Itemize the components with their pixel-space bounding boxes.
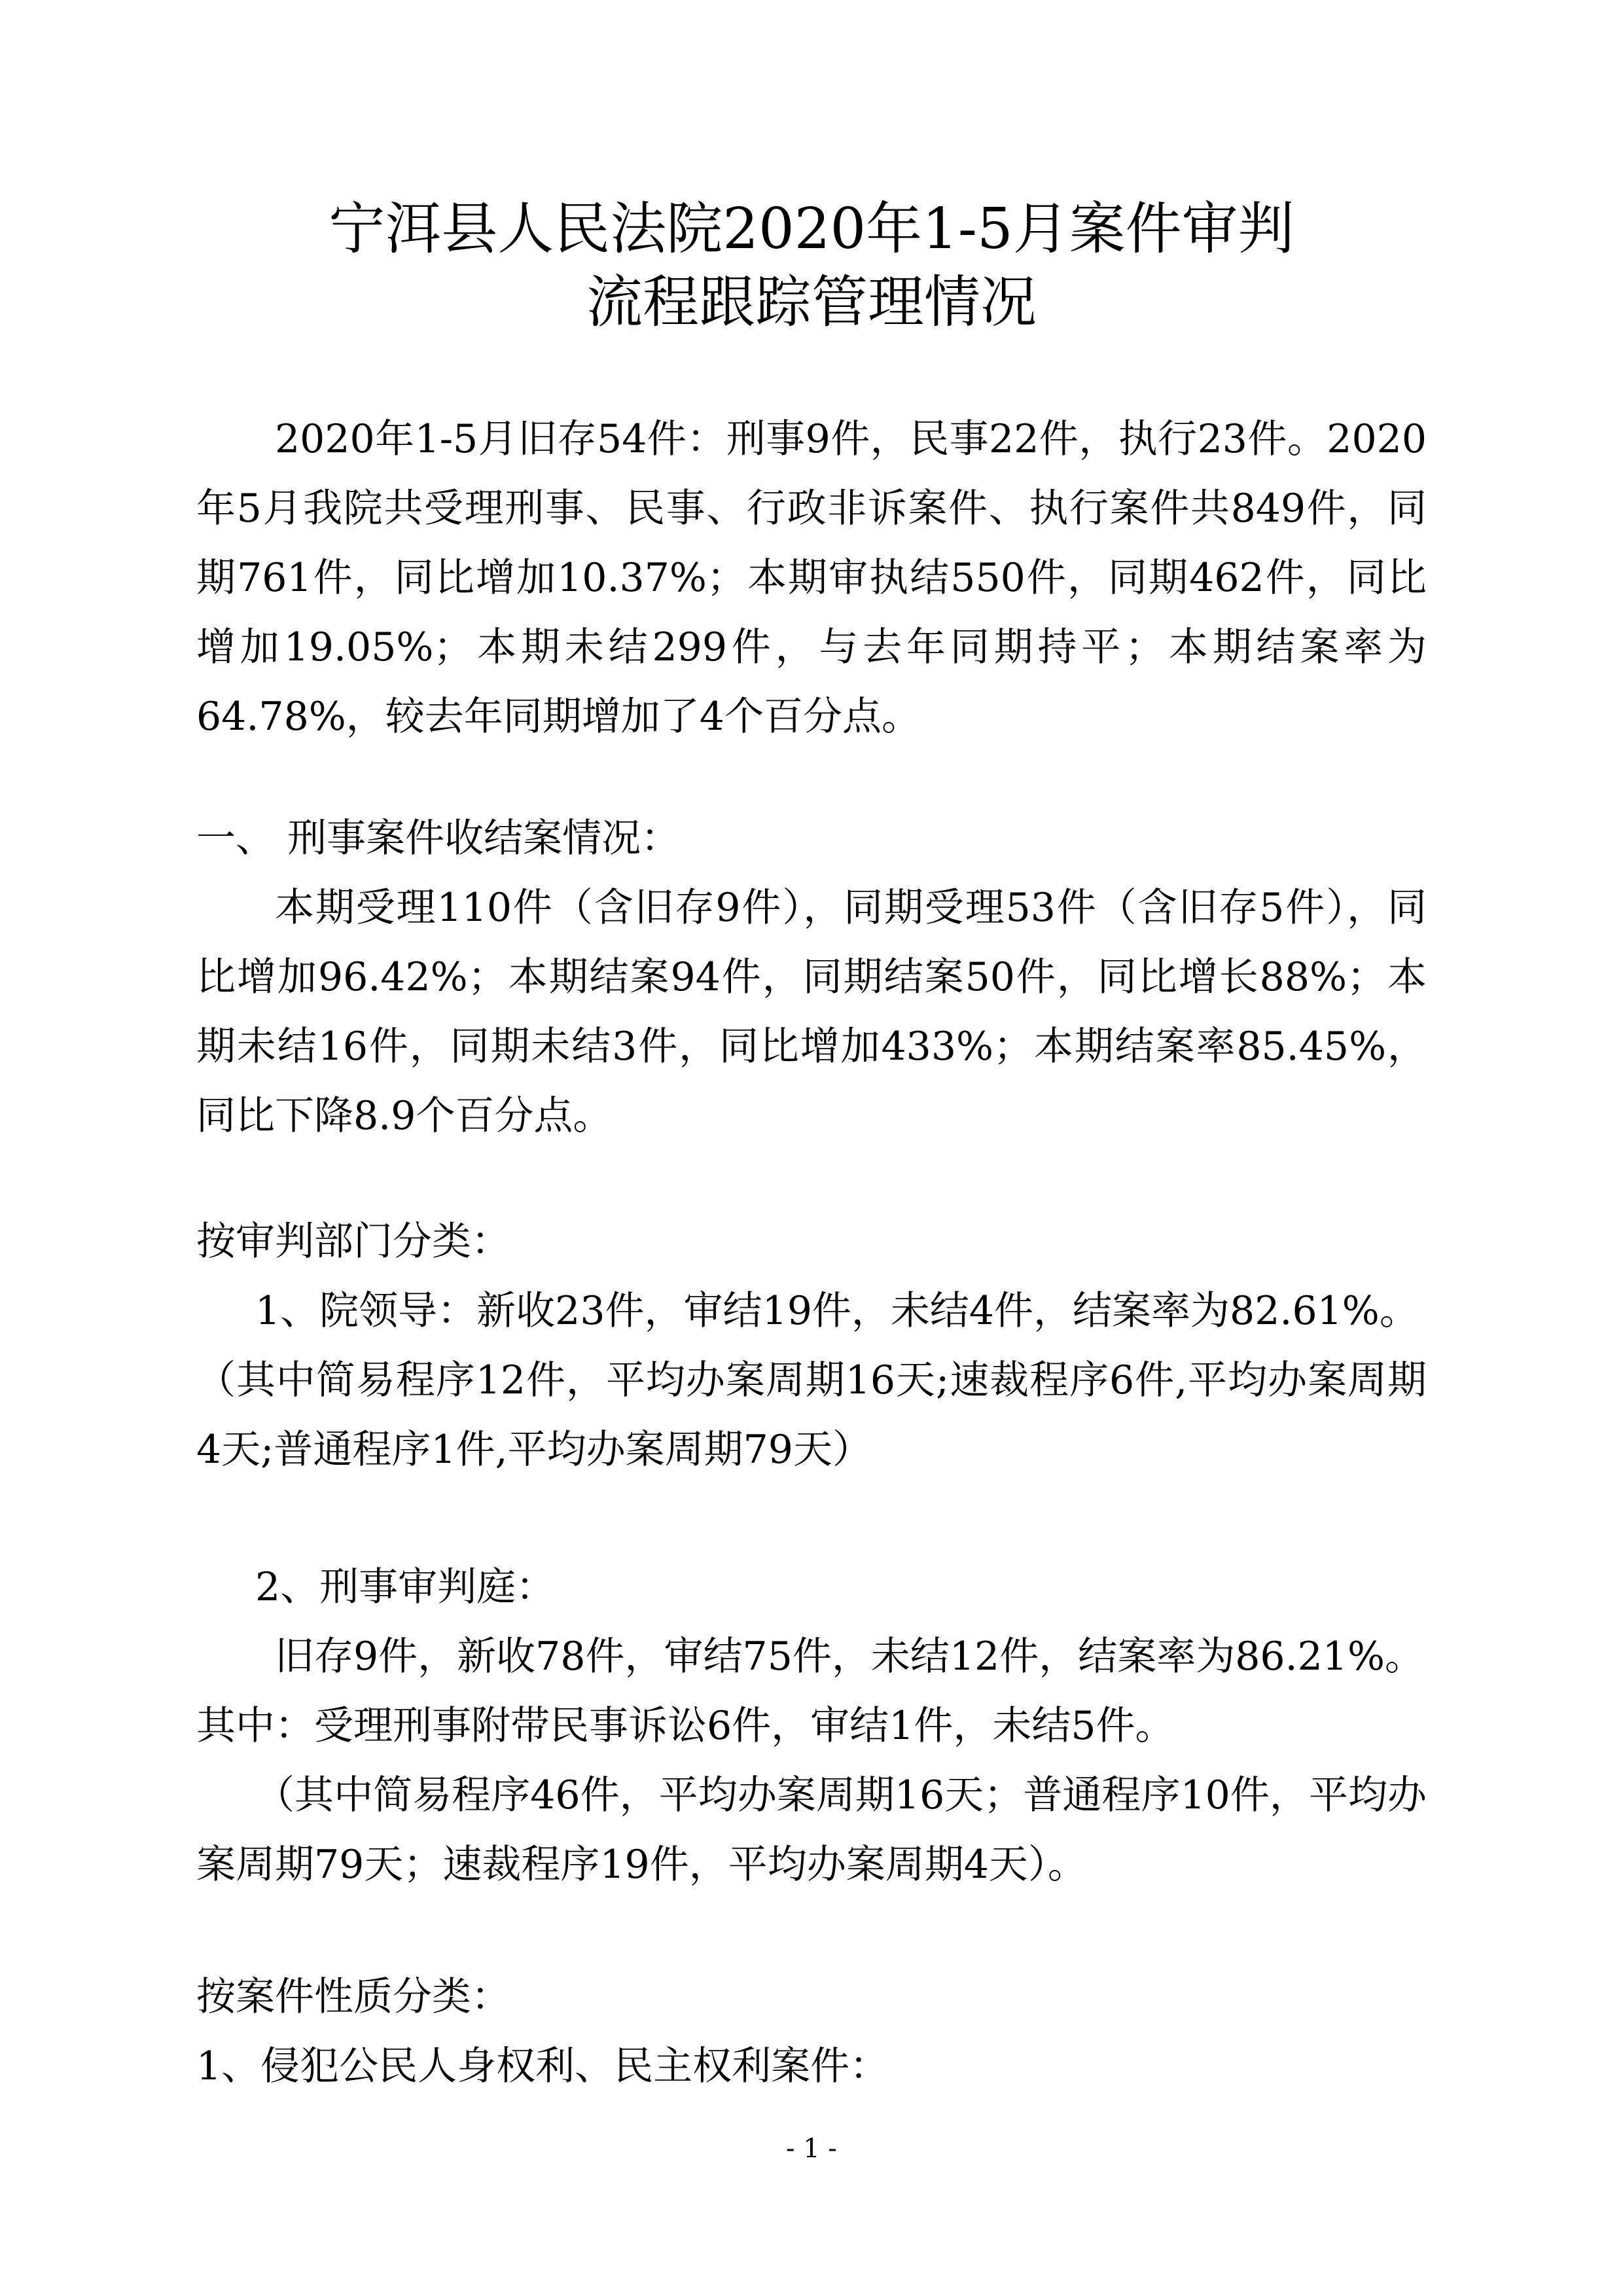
document-title-line-2: 流程跟踪管理情况 xyxy=(586,270,1037,335)
department-item-2-title: 2、刑事审判庭： xyxy=(255,1564,556,1610)
section-1-paragraph: 本期受理110件（含旧存9件），同期受理53件（含旧存5件），同比增加96.42%；本期结案94件，同期结案50件，同比增长88%；本期未结16件，同期未结3件，同比增加433%；本期结案率85.45%，同比下降8.9个百分点。 xyxy=(196,885,1427,1139)
document-title-line-1: 宁洱县人民法院2020年1-5月案件审判 xyxy=(329,196,1294,262)
department-item-2-line-1: 旧存9件，新收78件，审结75件，未结12件，结案率为86.21%。 xyxy=(275,1634,1424,1679)
section-1-heading: 一、 刑事案件收结案情况： xyxy=(196,816,681,861)
page-number: - 1 - xyxy=(786,2134,837,2164)
department-item-1-title: 1、院领导：新收23件，审结19件，未结4件，结案率为82.61%。 xyxy=(255,1288,1419,1334)
nature-item-1: 1、侵犯公民人身权利、民主权利案件： xyxy=(196,2043,889,2089)
by-department-heading: 按审判部门分类： xyxy=(196,1219,510,1265)
intro-paragraph: 2020年1-5月旧存54件：刑事9件，民事22件，执行23件。2020年5月我院共受理刑事、民事、行政非诉案件、执行案件共849件，同期761件，同比增加10.37%；本期审执结550件，同期462件，同比增加19.05%；本期未结299件，与去年同期持平；本期结案率为64.78%，较去年同期增加了4个百分点。 xyxy=(196,416,1427,740)
department-item-2-line-2: 其中：受理刑事附带民事诉讼6件，审结1件，未结5件。 xyxy=(196,1703,1175,1749)
department-item-1-detail: （其中简易程序12件，平均办案周期16天;速裁程序6件,平均办案周期4天;普通程序1件,平均办案周期79天） xyxy=(196,1357,1427,1473)
by-nature-heading: 按案件性质分类： xyxy=(196,1974,510,2020)
department-item-2-detail: （其中简易程序46件，平均办案周期16天；普通程序10件，平均办案周期79天；速裁程序19件，平均办案周期4天）。 xyxy=(196,1772,1427,1888)
